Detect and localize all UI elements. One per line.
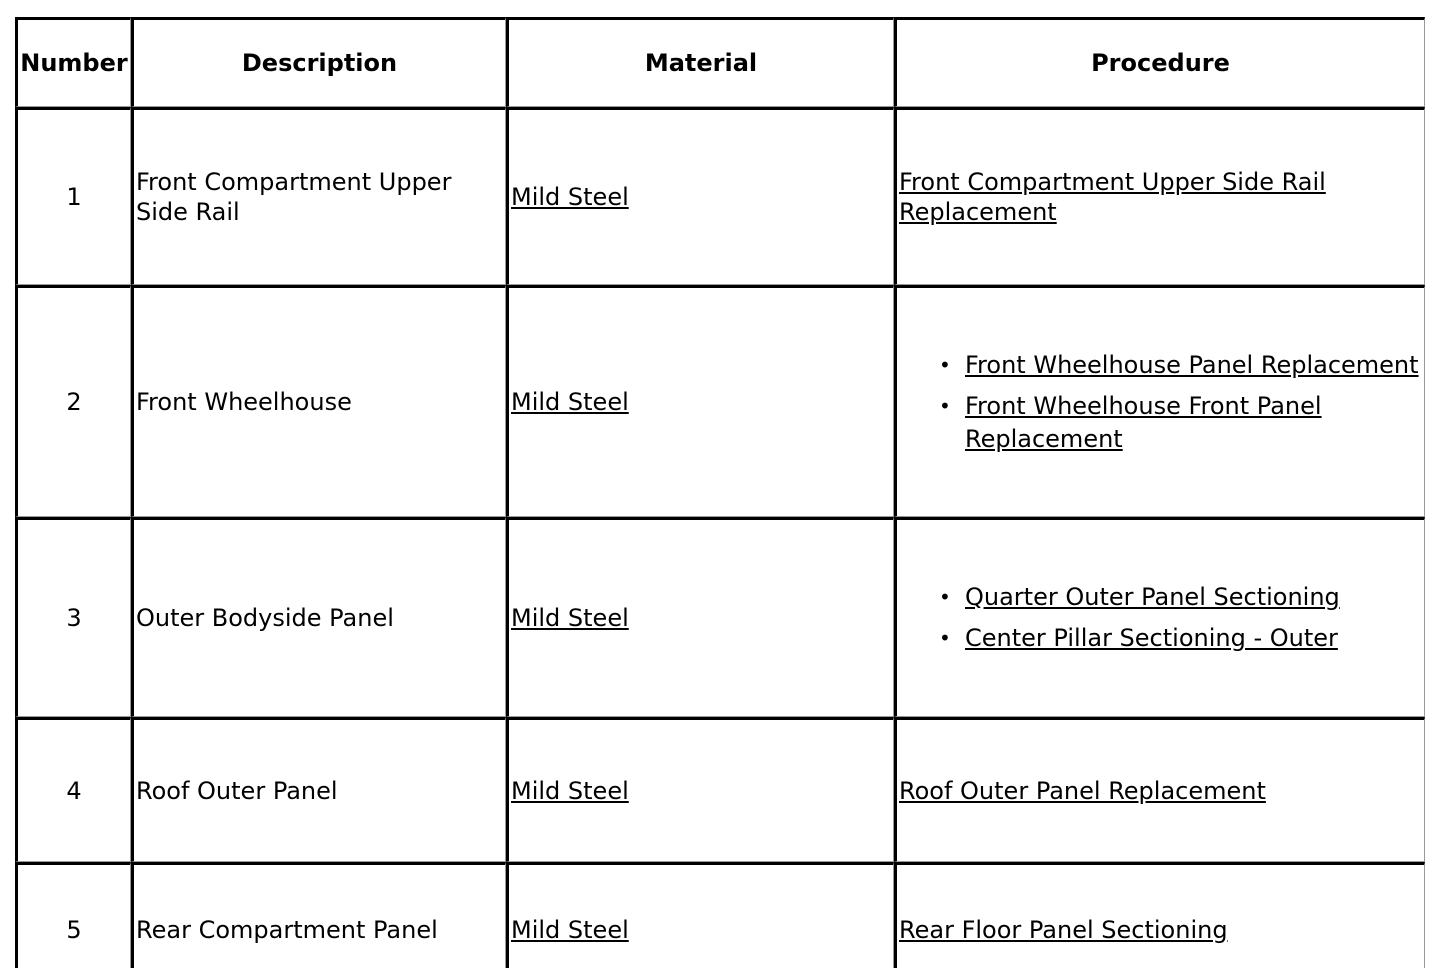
list-item [939,349,1422,382]
row-number: 4 [15,717,131,862]
procedure-list [899,581,1422,655]
row-number: 2 [15,285,131,517]
procedure-link[interactable]: Rear Floor Panel Sectioning [899,916,1228,944]
table-row [15,107,1425,285]
table-row [15,862,1425,968]
row-description: Front Compartment Upper Side Rail [131,107,506,285]
table-row [15,285,1425,517]
row-material [506,285,894,517]
table-row [15,517,1425,717]
procedure-link[interactable]: Front Compartment Upper Side Rail Replacement [899,168,1326,226]
row-procedure [894,107,1425,285]
row-procedure [894,862,1425,968]
material-link[interactable]: Mild Steel [511,916,629,944]
parts-table [15,17,1425,968]
procedure-link[interactable]: Center Pillar Sectioning - Outer [965,624,1338,652]
procedure-list [899,349,1422,456]
row-procedure [894,517,1425,717]
procedure-link[interactable]: Roof Outer Panel Replacement [899,776,1266,805]
row-description: Roof Outer Panel [131,717,506,862]
row-material [506,107,894,285]
material-link[interactable]: Mild Steel [511,776,629,805]
header-material: Material [506,17,894,107]
row-description: Rear Compartment Panel [131,862,506,968]
material-link[interactable]: Mild Steel [511,183,629,211]
header-row [15,17,1425,107]
row-description: Outer Bodyside Panel [131,517,506,717]
list-item [939,390,1422,456]
procedure-link[interactable]: Front Wheelhouse Panel Replacement [965,350,1419,379]
list-item [939,622,1422,655]
bullet-icon: • [939,585,951,609]
row-description: Front Wheelhouse [131,285,506,517]
header-description: Description [131,17,506,107]
bullet-icon: • [939,352,951,377]
header-procedure: Procedure [894,17,1425,107]
row-material [506,862,894,968]
header-number: Number [15,17,131,107]
material-link[interactable]: Mild Steel [511,604,629,632]
table-row [15,717,1425,862]
row-material [506,517,894,717]
row-number: 5 [15,862,131,968]
bullet-icon: • [939,626,951,650]
procedure-link[interactable]: Front Wheelhouse Front Panel Replacement [965,391,1322,453]
row-number: 3 [15,517,131,717]
row-procedure [894,717,1425,862]
row-number: 1 [15,107,131,285]
row-procedure [894,285,1425,517]
row-material [506,717,894,862]
bullet-icon: • [939,393,951,418]
procedure-link[interactable]: Quarter Outer Panel Sectioning [965,583,1340,611]
list-item [939,581,1422,614]
material-link[interactable]: Mild Steel [511,388,629,416]
